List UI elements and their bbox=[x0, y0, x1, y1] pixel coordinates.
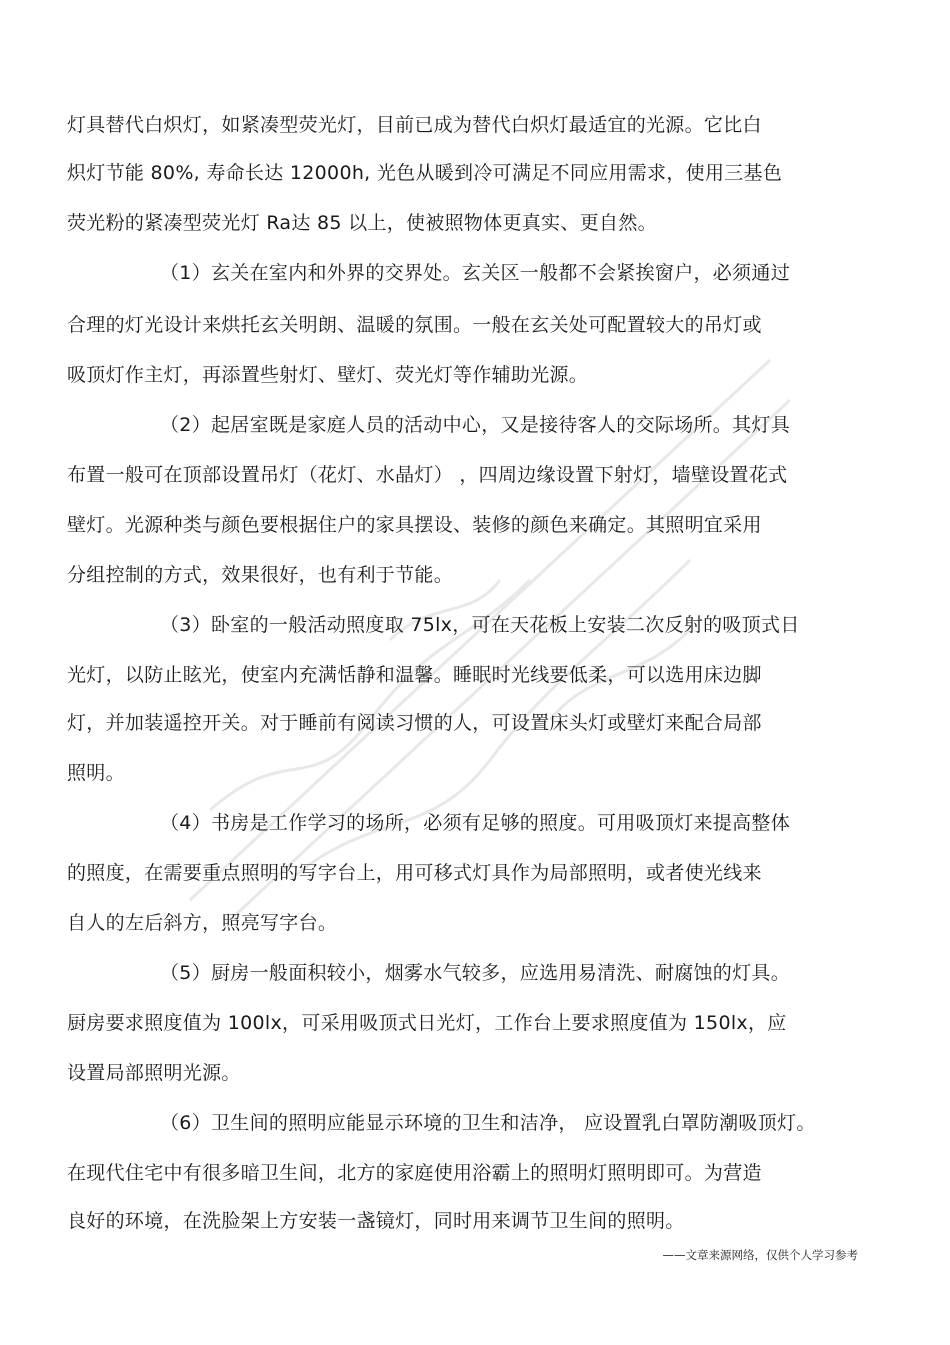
text-line: 的照度，在需要重点照明的写字台上，用可移式灯具作为局部照明，或者使光线来 bbox=[67, 862, 762, 884]
text-line: 吸顶灯作主灯，再添置些射灯、壁灯、荧光灯等作辅助光源。 bbox=[67, 364, 589, 386]
text-line: 荧光粉的紧凑型荧光灯 Ra达 85 以上，使被照物体更真实、更自然。 bbox=[67, 212, 657, 234]
text-line: 光灯，以防止眩光，使室内充满恬静和温馨。睡眠时光线要低柔，可以选用床边脚 bbox=[67, 664, 762, 686]
text-line: 厨房要求照度值为 100lx，可采用吸顶式日光灯，工作台上要求照度值为 150lx，应 bbox=[67, 1012, 787, 1034]
text-line: 合理的灯光设计来烘托玄关明朗、温暖的氛围。一般在玄关处可配置较大的吊灯或 bbox=[67, 314, 762, 336]
text-line: 灯具替代白炽灯，如紧凑型荧光灯，目前已成为替代白炽灯最适宜的光源。它比白 bbox=[67, 114, 762, 136]
text-line: 灯，并加装遥控开关。对于睡前有阅读习惯的人，可设置床头灯或壁灯来配合局部 bbox=[67, 712, 762, 734]
text-line: 壁灯。光源种类与颜色要根据住户的家具摆设、装修的颜色来确定。其照明宜采用 bbox=[67, 514, 762, 536]
source-footnote: ——文章来源网络，仅供个人学习参考 bbox=[662, 1248, 858, 1262]
text-line: 布置一般可在顶部设置吊灯（花灯、水晶灯） ，四周边缘设置下射灯，墙壁设置花式 bbox=[67, 464, 788, 486]
text-line: 良好的环境，在洗脸架上方安装一盏镜灯，同时用来调节卫生间的照明。 bbox=[67, 1210, 685, 1232]
text-line: 自人的左后斜方，照亮写字台。 bbox=[67, 912, 338, 934]
paragraph-start: （6）卫生间的照明应能显示环境的卫生和洁净， 应设置乳白罩防潮吸顶灯。 bbox=[160, 1112, 816, 1134]
paragraph-start: （3）卧室的一般活动照度取 75lx，可在天花板上安装二次反射的吸顶式日 bbox=[160, 614, 800, 636]
text-line: 炽灯节能 80%, 寿命长达 12000h, 光色从暖到冷可满足不同应用需求，使用三基色 bbox=[67, 162, 783, 184]
text-line: 设置局部照明光源。 bbox=[67, 1062, 241, 1084]
paragraph-start: （2）起居室既是家庭人员的活动中心，又是接待客人的交际场所。其灯具 bbox=[160, 414, 790, 436]
text-line: 在现代住宅中有很多暗卫生间，北方的家庭使用浴霸上的照明灯照明即可。为营造 bbox=[67, 1162, 762, 1184]
paragraph-start: （1）玄关在室内和外界的交界处。玄关区一般都不会紧挨窗户，必须通过 bbox=[160, 262, 790, 284]
text-line: 照明。 bbox=[67, 762, 125, 784]
text-line: 分组控制的方式，效果很好，也有利于节能。 bbox=[67, 564, 454, 586]
paragraph-start: （4）书房是工作学习的场所，必须有足够的照度。可用吸顶灯来提高整体 bbox=[160, 812, 790, 834]
paragraph-start: （5）厨房一般面积较小，烟雾水气较多，应选用易清洗、耐腐蚀的灯具。 bbox=[160, 962, 790, 984]
